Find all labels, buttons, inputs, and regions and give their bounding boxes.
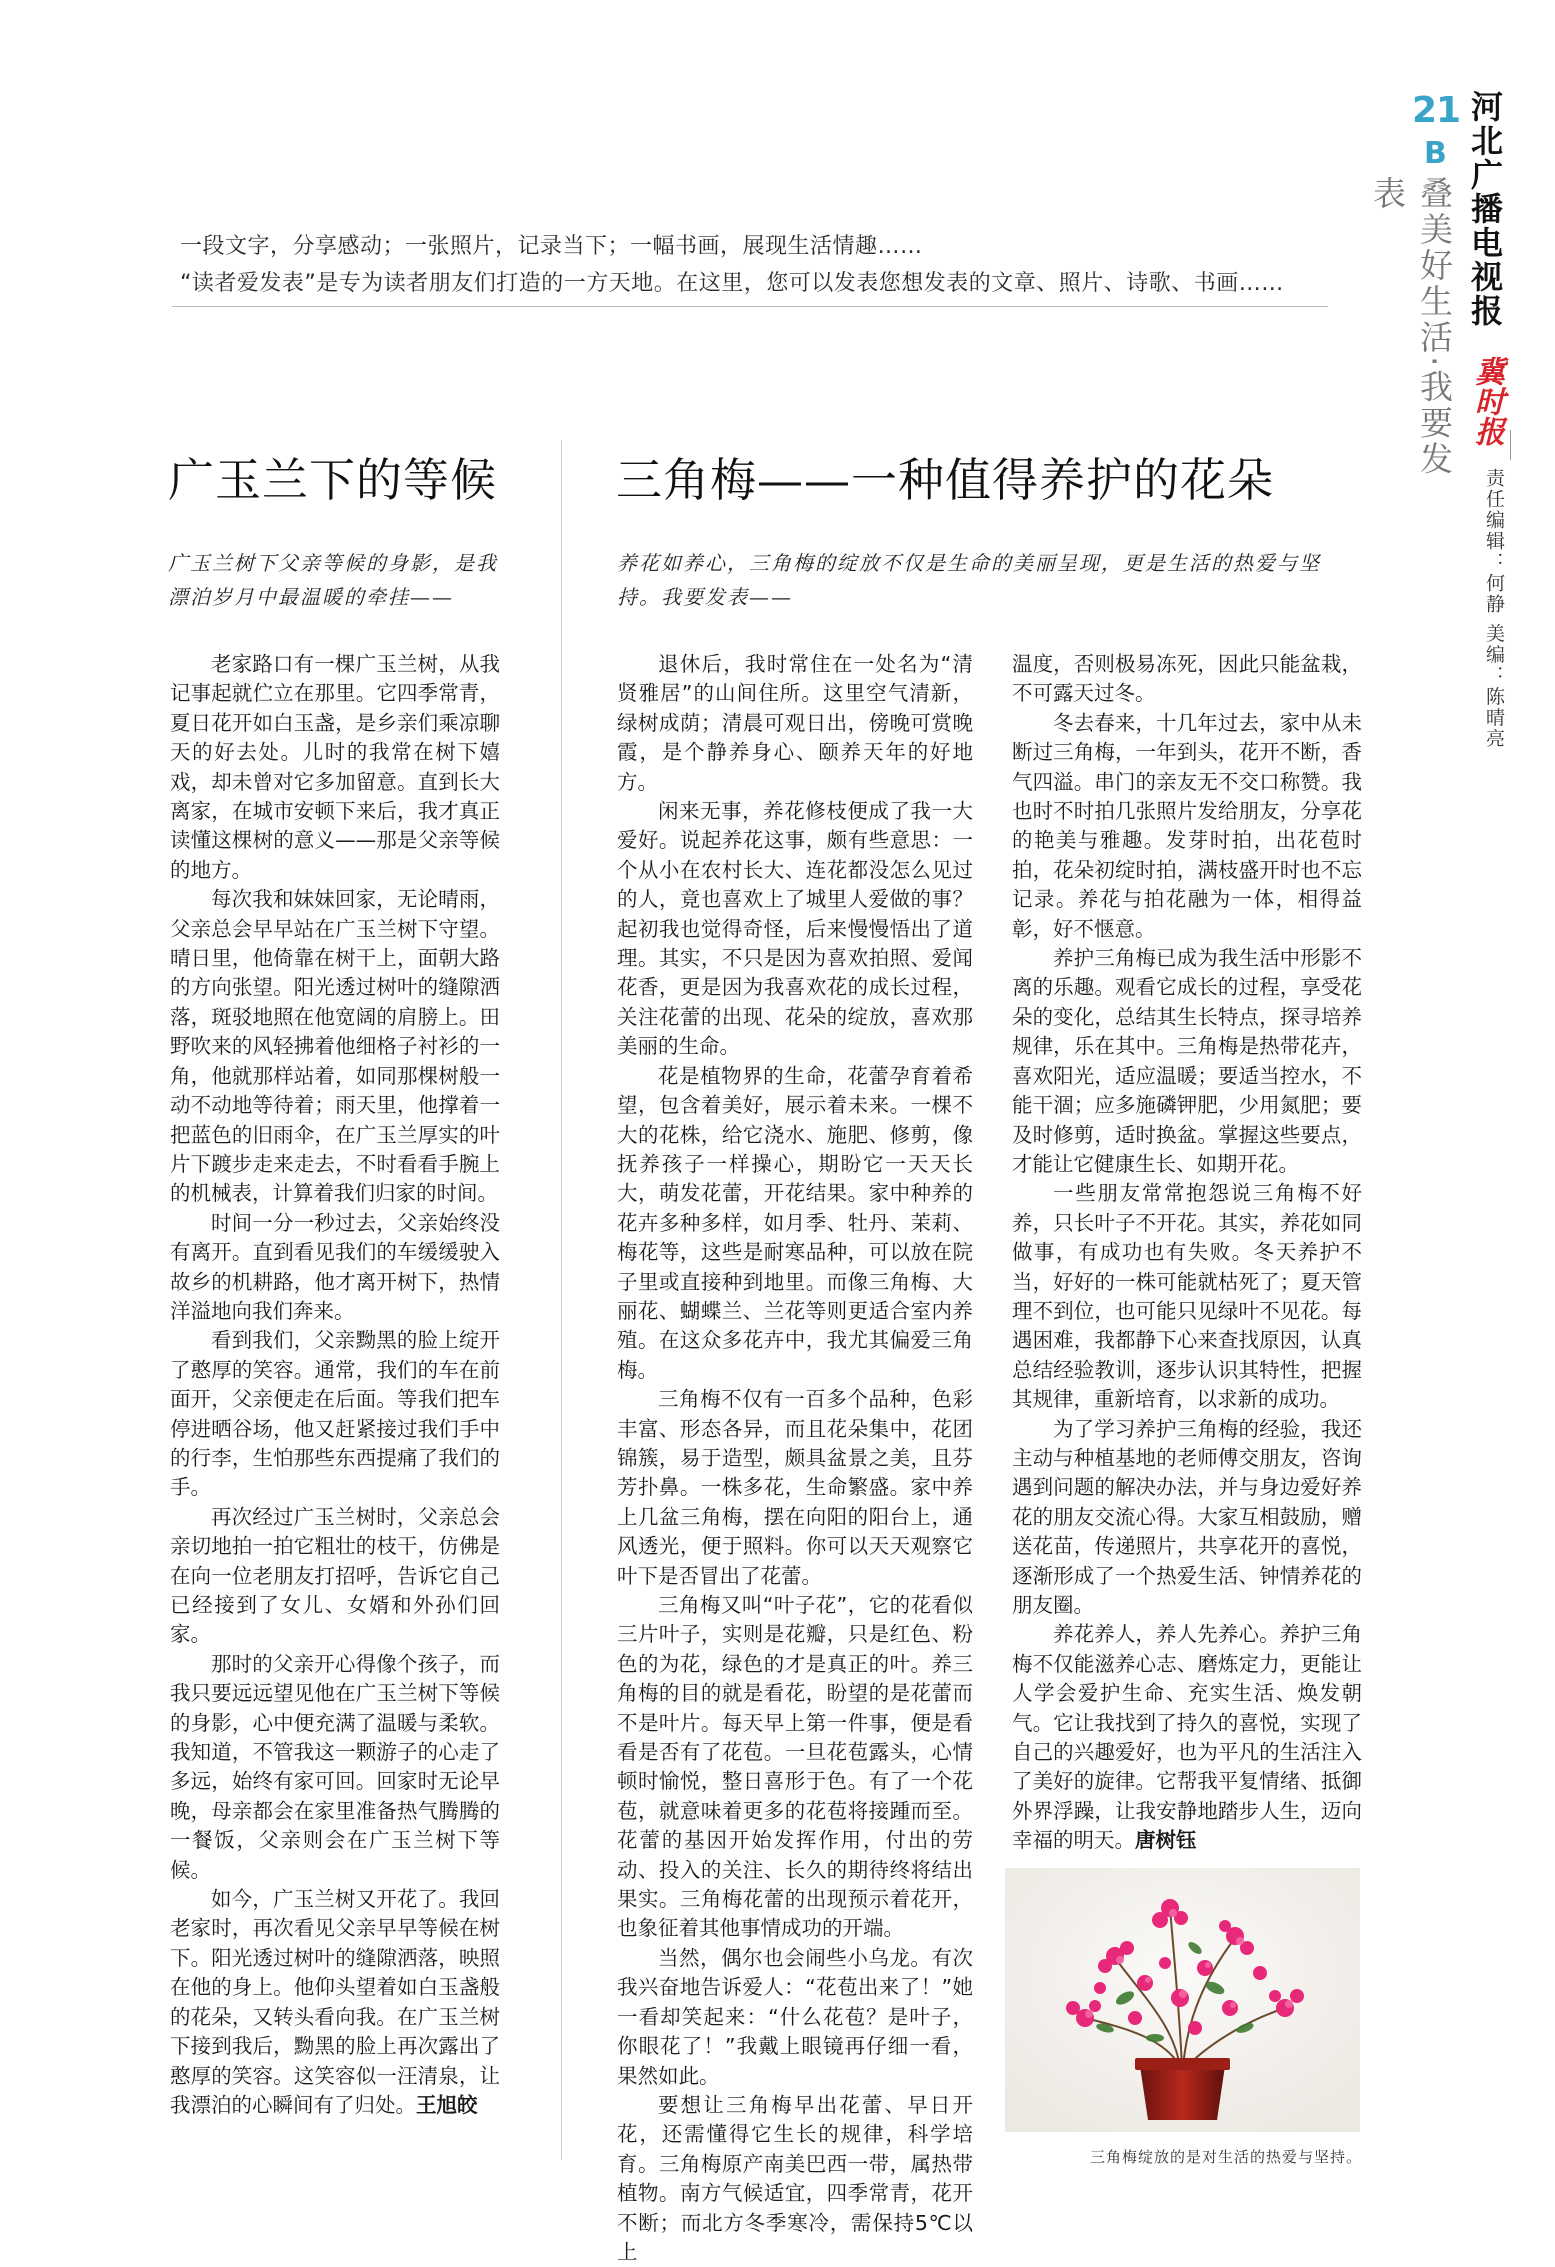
- article2-paragraph: 要想让三角梅早出花蕾、早日开花，还需懂得它生长的规律，科学培育。三角梅原产南美巴西一带，属热带植物。南方气候适宜，四季常青，花开不断；而北方冬季寒冷，需保持5℃以上: [617, 2092, 973, 2264]
- article2-paragraph: 当然，偶尔也会闹些小乌龙。有次我兴奋地告诉爱人：“花苞出来了！”她一看却笑起来：“什么花苞？是叶子，你眼花了！”我戴上眼镜再仔细一看，果然如此。: [617, 1945, 973, 2088]
- article1-paragraph: 再次经过广玉兰树时，父亲总会亲切地拍一拍它粗壮的枝干，仿佛是在向一位老朋友打招呼，告诉它自己已经接到了女儿、女婿和外孙们回家。: [170, 1504, 500, 1647]
- article2-paragraph-text: 养花养人，养人先养心。养护三角梅不仅能滋养心志、磨炼定力，更能让人学会爱护生命、充实生活、焕发朝气。它让我找到了持久的喜悦，实现了自己的兴趣爱好，也为平凡的生活注入了美好的旋律。它帮我平复情绪、抵御外界浮躁，让我安静地踏步人生，迈向幸福的明天。: [1012, 1622, 1362, 1853]
- article1-body: [170, 650, 500, 2120]
- article1-paragraph: 时间一分一秒过去，父亲始终没有离开。直到看见我们的车缓缓驶入故乡的机耕路，他才离开树下，热情洋溢地向我们奔来。: [170, 1210, 500, 1323]
- photo-caption: 三角梅绽放的是对生活的热爱与坚持。: [1090, 2148, 1363, 2166]
- intro-box: [180, 228, 1320, 302]
- article1-paragraph: 每次我和妹妹回家，无论晴雨，父亲总会早早站在广玉兰树下守望。晴日里，他倚靠在树干上，面朝大路的方向张望。阳光透过树叶的缝隙洒落，斑驳地照在他宽阔的肩膀上。田野吹来的风轻拂着他细格子衬衫的一角，他就那样站着，如同那棵树般一动不动地等待着；雨天里，他撑着一把蓝色的旧雨伞，在广玉兰厚实的叶片下踱步走来走去，不时看看手腕上的机械表，计算着我们归家的时间。: [170, 887, 500, 1206]
- article2-paragraph: 一些朋友常常抱怨说三角梅不好养，只长叶子不开花。其实，养花如同做事，有成功也有失败。冬天养护不当，好好的一株可能就枯死了；夏天管理不到位，也可能只见绿叶不见花。每遇困难，我都静下心来查找原因，认真总结经验教训，逐步认识其特性，把握其规律，重新培育，以求新的成功。: [1012, 1181, 1362, 1412]
- editor-credit: 责任编辑：何静 美编：陈晴亮: [1483, 468, 1505, 750]
- intro-divider: [172, 306, 1328, 307]
- article1-last-paragraph: [170, 1885, 500, 2120]
- article2-title: 三角梅——一种值得养护的花朵: [616, 453, 1274, 507]
- page-number: 21: [1412, 90, 1461, 131]
- section-letter: B: [1424, 136, 1447, 171]
- bougainvillea-illustration: [1005, 1868, 1360, 2132]
- article2-body-col2: [1012, 650, 1362, 1856]
- intro-line-1: 一段文字，分享感动；一张照片，记录当下；一幅书画，展现生活情趣……: [180, 234, 923, 259]
- section-name: 叠美好生活·我要发表: [1368, 176, 1454, 478]
- paper-logo: 冀时报: [1469, 356, 1504, 446]
- article1-title: 广玉兰下的等候: [168, 453, 497, 507]
- article1-author: 王旭皎: [416, 2092, 478, 2117]
- article2-paragraph-continued: 温度，否则极易冻死，因此只能盆栽，不可露天过冬。: [1012, 652, 1362, 706]
- article2-body-col1: [617, 650, 973, 2267]
- article2-paragraph: 退休后，我时常住在一处名为“清贤雅居”的山间住所。这里空气清新，绿树成荫；清晨可观日出，傍晚可赏晚霞，是个静养身心、颐养天年的好地方。: [617, 652, 973, 794]
- article2-paragraph: 三角梅又叫“叶子花”，它的花看似三片叶子，实则是花瓣，只是红色、粉色的为花，绿色的才是真正的叶。养三角梅的目的就是看花，盼望的是花蕾而不是叶片。每天早上第一件事，便是看看是否有了花苞。一旦花苞露头，心情顿时愉悦，整日喜形于色。有了一个花苞，就意味着更多的花苞将接踵而至。花蕾的基因开始发挥作用，付出的劳动、投入的关注、长久的期待终将结出果实。三角梅花蕾的出现预示着花开，也象征着其他事情成功的开端。: [617, 1593, 973, 1941]
- article1-lead: 广玉兰树下父亲等候的身影，是我漂泊岁月中最温暖的牵挂——: [168, 551, 498, 609]
- article2-paragraph: 冬去春来，十几年过去，家中从未断过三角梅，一年到头，花开不断，香气四溢。串门的亲友无不交口称赞。我也时不时拍几张照片发给朋友，分享花的艳美与雅趣。发芽时拍，出花苞时拍，花朵初绽时拍，满枝盛开时也不忘记录。养花与拍花融为一体，相得益彰，好不惬意。: [1012, 710, 1362, 941]
- article1-paragraph: 看到我们，父亲黝黑的脸上绽开了憨厚的笑容。通常，我们的车在前面开，父亲便走在后面。等我们把车停进晒谷场，他又赶紧接过我们手中的行李，生怕那些东西提痛了我们的手。: [170, 1328, 500, 1500]
- article2-paragraph: 花是植物界的生命，花蕾孕育着希望，包含着美好，展示着未来。一棵不大的花株，给它浇水、施肥、修剪，像抚养孩子一样操心，期盼它一天天长大，萌发花蕾，开花结果。家中种养的花卉多种多样，如月季、牡丹、茉莉、梅花等，这些是耐寒品种，可以放在院子里或直接种到地里。而像三角梅、大丽花、蝴蝶兰、兰花等则更适合室内养殖。在这众多花卉中，我尤其偏爱三角梅。: [617, 1063, 973, 1382]
- article1-paragraph: 那时的父亲开心得像个孩子，而我只要远远望见他在广玉兰树下等候的身影，心中便充满了温暖与柔软。我知道，不管我这一颗游子的心走了多远，始终有家可回。回家时无论早晚，母亲都会在家里准备热气腾腾的一餐饭，父亲则会在广玉兰树下等候。: [170, 1651, 500, 1882]
- article2-paragraph: 为了学习养护三角梅的经验，我还主动与种植基地的老师傅交朋友，咨询遇到问题的解决办法，并与身边爱好养花的朋友交流心得。大家互相鼓励，赠送花苗，传递照片，共享花开的喜悦，逐渐形成了一个热爱生活、钟情养花的朋友圈。: [1012, 1416, 1362, 1617]
- article2-lead: 养花如养心，三角梅的绽放不仅是生命的美丽呈现，更是生活的热爱与坚持。我要发表——: [617, 551, 1321, 609]
- article2-paragraph: 三角梅不仅有一百多个品种，色彩丰富、形态各异，而且花朵集中，花团锦簇，易于造型，颇具盆景之美，且芬芳扑鼻。一株多花，生命繁盛。家中养上几盆三角梅，摆在向阳的阳台上，通风透光，便于照料。你可以天天观察它叶下是否冒出了花蕾。: [617, 1387, 973, 1588]
- masthead: [1368, 84, 1550, 484]
- article2-paragraph: 闲来无事，养花修枝便成了我一大爱好。说起养花这事，颇有些意思：一个从小在农村长大、连花都没怎么见过的人，竟也喜欢上了城里人爱做的事？起初我也觉得奇怪，后来慢慢悟出了道理。其实，不只是因为喜欢拍照、爱闻花香，更是因为我喜欢花的成长过程，关注花蕾的出现、花朵的绽放，喜欢那美丽的生命。: [617, 799, 973, 1059]
- article1-paragraph: 老家路口有一棵广玉兰树，从我记事起就伫立在那里。它四季常青，夏日花开如白玉盏，是乡亲们乘凉聊天的好去处。儿时的我常在树下嬉戏，却未曾对它多加留意。直到长大离家，在城市安顿下来后，我才真正读懂这棵树的意义——那是父亲等候的地方。: [170, 652, 500, 882]
- article2-paragraph: 养护三角梅已成为我生活中形影不离的乐趣。观看它成长的过程，享受花朵的变化，总结其生长特点，探寻培养规律，乐在其中。三角梅是热带花卉，喜欢阳光，适应温暖；要适当控水，不能干涸；应多施磷钾肥，少用氮肥；要及时修剪，适时换盆。掌握这些要点，才能让它健康生长、如期开花。: [1012, 946, 1362, 1176]
- masthead-divider: [1510, 430, 1511, 460]
- article2-author: 唐树钰: [1135, 1828, 1197, 1853]
- paper-name: 河北广播电视报: [1466, 90, 1504, 328]
- intro-line-2: “读者爱发表”是专为读者朋友们打造的一方天地。在这里，您可以发表您想发表的文章、照片、诗歌、书画……: [180, 271, 1284, 296]
- article2-last-paragraph: [1012, 1620, 1362, 1855]
- column-divider: [561, 440, 562, 2160]
- article1-paragraph-text: 如今，广玉兰树又开花了。我回老家时，再次看见父亲早早等候在树下。阳光透过树叶的缝隙洒落，映照在他的身上。他仰头望着如白玉盏般的花朵，又转头看向我。在广玉兰树下接到我后，黝黑的脸上再次露出了憨厚的笑容。这笑容似一汪清泉，让我漂泊的心瞬间有了归处。: [170, 1887, 500, 2117]
- bougainvillea-photo: [1005, 1868, 1360, 2132]
